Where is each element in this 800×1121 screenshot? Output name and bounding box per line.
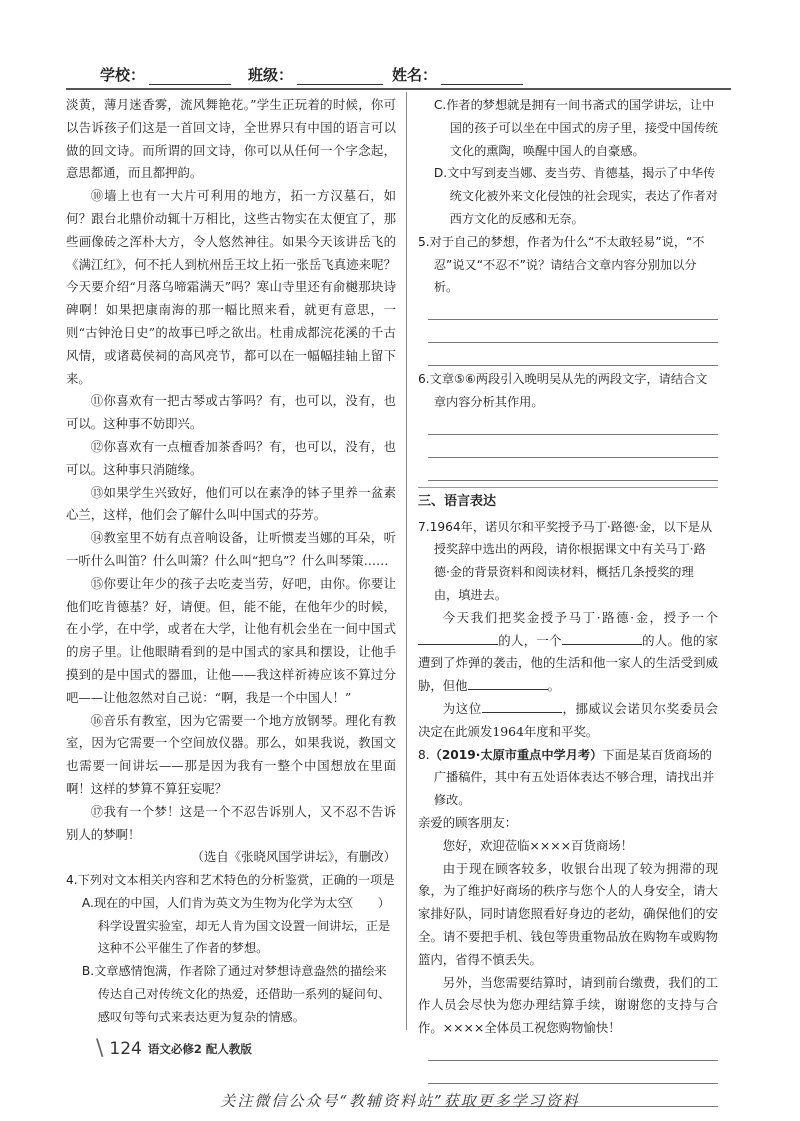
name-label: 姓名： [392,66,438,84]
broadcast-para-1: 您好，欢迎莅临××××百货商场！ [442,837,634,853]
answer-line[interactable] [428,299,718,320]
broadcast-greeting: 亲爱的顾客朋友： [418,814,518,830]
speech-text: 今天我们把奖金授予马丁·路德·金，授予一个 [442,609,718,625]
speech-text: 的人。他的家遭到了炸弹的袭击，他的生活和他一家人的生活受到威胁，但他 [418,632,719,694]
source-tag: （2019·太原市重点中学月考） [429,747,603,762]
question-7: 7.1964年，诺贝尔和平奖授予马丁·路德·金，以下是从授奖辞中选出的两段，请你根据课文中有关马丁·路德·金的背景资料和阅读材料，概括几条授奖的理由，填进去。 [418,519,713,602]
header [100,60,700,88]
section-heading: 三、语言表达 [418,487,718,514]
answer-line[interactable] [428,414,718,435]
answer-line[interactable] [428,345,718,366]
handwritten-note: 关注微信公众号“教辅资料站”获取更多学习资料 [220,1092,580,1110]
speech-text: ，挪威议会诺贝尔奖委员会决定在此颁发1964年度和平奖。 [418,700,719,739]
option-b[interactable]: B.文章感情饱满，作者除了通过对梦想诗意盎然的描绘来传达自己对传统文化的热爱，还借助一系列的疑问句、感叹句等句式来表达更为复杂的情感。 [81,964,391,1024]
school-label: 学校： [100,66,146,84]
question-8-text: 8.（2019·太原市重点中学月考）下面是某百货商场的广播稿件，其中有五处语体表达不够合理，请找出并修改。 [418,747,715,808]
award-speech-1 [418,607,718,698]
speech-text: 的人，一个 [498,632,562,648]
page-number: 124 [109,1038,142,1059]
book-title: 语文必修2 配人教版 [147,1041,252,1056]
broadcast-para-2: 由于现在顾客较多，收银台出现了较为拥滞的现象，为了维护好商场的秩序与您个人的人身安全，请大家排好队，同时请您照看好身边的老幼，确保他们的安全。请不要把手机、钱包等贵重物品放在购物车或购物篮内，省得不慎丢失。 [418,860,718,967]
speech-text: 为这位 [442,700,482,716]
answer-area-5[interactable] [418,299,718,366]
question-6: 6.文章⑤⑥两段引入晚明吴从先的两段文字，请结合文章内容分析其作用。 [418,372,708,409]
name-field[interactable] [392,64,523,85]
fill-blank[interactable] [562,630,642,645]
paragraph-9-end: 淡黄，薄月迷香雾，流风舞艳花。”学生正玩着的时候，你可以告诉孩子们这是一首回文诗，全世界只有中国的语言可以做的回文诗。而所谓的回文诗，你可以从任何一个字念起，意思都通，而且都押韵。 [66,97,396,181]
class-label: 班级： [248,66,294,84]
slash-mark: \ [96,1036,104,1061]
speech-text: 。 [547,678,560,694]
paragraph-13: ⑬如果学生兴致好，他们可以在素净的钵子里养一盆素心兰，这样，他们会了解什么叫中国式的芬芳。 [66,484,396,523]
question-4 [66,869,396,910]
question-8 [418,744,718,812]
paragraph-12: ⑫你喜欢有一点檀香加茶香吗？有，也可以，没有，也可以。这种事只消随缘。 [66,438,396,477]
question-4-text: 4.下列对文本相关内容和艺术特色的分析鉴赏，正确的一项是 [66,873,395,888]
answer-line[interactable] [428,322,718,343]
option-d[interactable]: D.文中写到麦当娜、麦当劳、肯德基，揭示了中华传统文化被外来文化侵蚀的社会现实，表达了作者对西方文化的反感和无奈。 [433,166,718,226]
left-column [66,94,396,1029]
column-divider [406,92,407,1030]
paragraph-14: ⑭教室里不妨有点音响设备，让听惯麦当娜的耳朵，听一听什么叫笛？什么叫箫？什么叫“把乌”？什么叫琴策…… [66,530,396,568]
option-c[interactable]: C.作者的梦想就是拥有一间书斋式的国学讲坛，让中国的孩子可以坐在中国式的房子里，接受中国传统文化的熏陶，唤醒中国人的自豪感。 [433,98,718,158]
option-a[interactable]: A.现在的中国，人们肯为英文为生物为化学为太空科学设置实验室，却无人肯为国文设置一间讲坛，正是这种不公平催生了作者的梦想。 [81,895,391,956]
school-field[interactable] [100,64,231,85]
school-blank[interactable] [149,68,231,85]
answer-line[interactable] [428,437,718,458]
answer-line[interactable] [428,1063,718,1084]
paragraph-11: ⑪你喜欢有一把古琴或古筝吗？有，也可以，没有，也可以。这种事不妨即兴。 [66,393,396,432]
answer-area-6[interactable] [418,414,718,481]
class-field[interactable] [248,64,383,85]
fill-blank[interactable] [418,630,498,645]
broadcast-para-3: 另外，当您需要结算时，请到前台缴费，我们的工作人员会尽快为您办理结算手续，谢谢您的支持与合作。××××全体员工祝您购物愉快！ [418,974,718,1036]
paragraph-10: ⑩墙上也有一大片可利用的地方，拓一方汉墓石，如何？跟台北鼎价动辄十万相比，这些古物实在太便宜了，那些画像砖之浑朴大方，令人悠然神往。如果今天该讲岳飞的《满江红》，何不托人到杭州岳王坟上拓一张岳飞真迹来呢？今天要介绍“月落乌啼霜满天”吗？寒山寺里还有俞樾那块诗碑啊！如果把康南海的那一幅比照来看，就更有意思，一则“古钟沧日史”的故事已呼之欲出。杜甫成都浣花溪的千古风情，或诸葛侯祠的高风亮节，都可以在一幅幅挂轴上留下来。 [66,188,396,386]
paragraph-17: ⑰我有一个梦！这是一个不忍告诉别人，又不忍不告诉别人的梦啊！ [66,803,396,842]
question-5: 5.对于自己的梦想，作者为什么“不太敢轻易”说，“不忍”说又“不忍不”说？请结合文章内容分别加以分析。 [418,234,705,295]
fill-blank[interactable] [482,698,562,713]
source-note: （选自《张晓风国学讲坛》，有删改） [191,849,396,865]
paragraph-16: ⑯音乐有教室，因为它需要一个地方放钢琴。理化有教室，因为它需要一个空间放仪器。那么，如果我说，教国文也需要一间讲坛——那是因为我有一整个中国想放在里面啊！这样的梦算不算狂妄呢？ [66,712,396,796]
answer-parens[interactable]: （ ） [341,895,390,910]
award-speech-2 [418,698,718,744]
header-rule [66,88,731,90]
class-blank[interactable] [297,68,383,85]
name-blank[interactable] [441,68,523,85]
fill-blank[interactable] [468,675,548,690]
page-footer [96,1036,252,1061]
paragraph-15: ⑮你要让年少的孩子去吃麦当劳，好吧，由你。你要让他们吃肯德基？好，请便。但，能不能，在他年少的时候，在小学，在中学，或者在大学，让他有机会坐在一间中国式的房子里。让他眼睛看到的是中国式的家具和摆设，让他手摸到的是中国式的器皿，让他——我这样祈祷应该不算过分吧——让他忽然对自己说：“啊，我是一个中国人！” [66,575,396,705]
right-column [418,94,718,1109]
answer-line[interactable] [428,1040,718,1061]
answer-line[interactable] [428,460,718,481]
